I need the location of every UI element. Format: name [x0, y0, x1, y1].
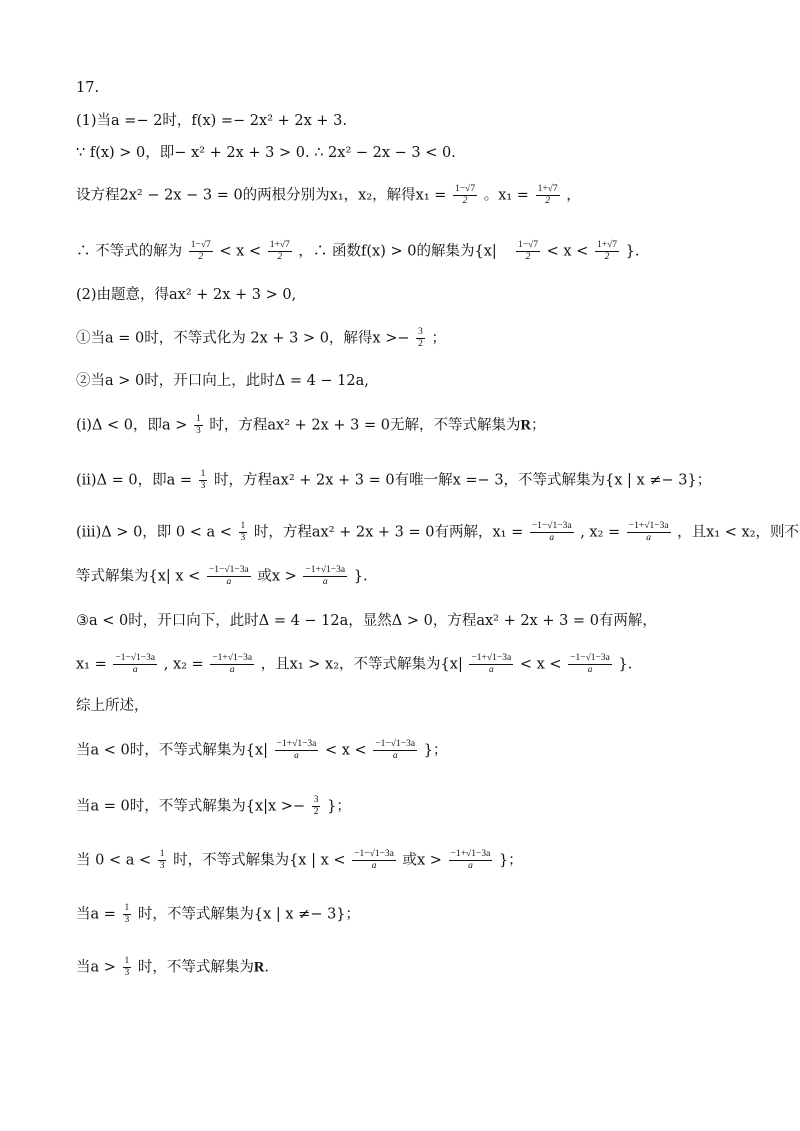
line-19 [76, 956, 269, 979]
line-14: 综上所述， [76, 698, 149, 714]
fraction-root-minus: $\frac{-1-√1-3a}{a}$ [570, 653, 610, 675]
fraction-root-minus: $\frac{-1-√1-3a}{a}$ [354, 849, 394, 871]
fraction-one-third: $\frac{1}{3}$ [124, 956, 130, 978]
line-18-text-b: 时，不等式解集为{x | x ≠− 3}； [137, 906, 361, 923]
line-4-text-e: }. [625, 243, 640, 260]
line-17 [76, 849, 523, 872]
fraction-one-third: $\frac{1}{3}$ [200, 469, 206, 491]
line-8-text-b: 时，方程ax² + 2x + 3 = 0无解，不等式解集为 [209, 417, 521, 434]
line-9-text-b: 时，方程ax² + 2x + 3 = 0有唯一解x =− 3，不等式解集为{x | x ≠− 3}； [214, 472, 712, 489]
line-4-text-b: < x < [219, 243, 262, 260]
line-10-text-d: ，且x₁ < x₂，则不 [677, 524, 800, 541]
fraction-three-halves: $\frac{3}{2}$ [313, 795, 319, 817]
line-16-text-b: }； [327, 798, 351, 815]
line-11-text-c: }. [353, 568, 368, 585]
line-4-text-d: < x < [546, 243, 589, 260]
line-10 [76, 521, 799, 544]
line-4 [76, 240, 640, 263]
line-3-text-c: ， [566, 187, 581, 204]
line-18-text-a: 当a = [76, 906, 116, 923]
line-10-text-c: , x₂ = [580, 524, 621, 541]
line-15-text-b: < x < [325, 742, 367, 759]
fraction-root-plus: $\frac{-1+√1-3a}{a}$ [305, 565, 346, 587]
line-13-text-b: , x₂ = [163, 656, 204, 673]
line-12: ③a < 0时，开口向下，此时Δ = 4 − 12a，显然Δ > 0，方程ax² + 2x + 3 = 0有两解， [76, 613, 657, 629]
fraction-root-minus: $\frac{-1-√1-3a}{a}$ [375, 739, 416, 761]
fraction-root-plus: $\frac{-1+√1-3a}{a}$ [212, 653, 253, 675]
line-19-text-a: 当a > [76, 959, 116, 976]
fraction-one-plus-sqrt7: $\frac{1+√7}{2}$ [269, 240, 290, 262]
fraction-one-third: $\frac{1}{3}$ [240, 521, 246, 543]
fraction-root-plus: $\frac{-1+√1-3a}{a}$ [450, 849, 491, 871]
fraction-three-halves: $\frac{3}{2}$ [418, 327, 423, 349]
line-7: ②当a > 0时，开口向上，此时Δ = 4 − 12a, [76, 373, 369, 389]
real-numbers-symbol: R [253, 959, 265, 976]
fraction-one-third: $\frac{1}{3}$ [124, 903, 130, 925]
line-9 [76, 469, 711, 492]
line-16 [76, 795, 351, 818]
fraction-root-minus: $\frac{-1-√1-3a}{a}$ [208, 565, 249, 587]
fraction-one-minus-sqrt7: $\frac{1-√7}{2}$ [190, 240, 211, 262]
line-3 [76, 184, 581, 207]
line-15-text-a: 当a < 0时，不等式解集为{x| [76, 742, 269, 759]
line-8 [76, 414, 545, 437]
line-11-text-a: 等式解集为{x| x < [76, 568, 201, 585]
line-15 [76, 739, 447, 762]
fraction-one-plus-sqrt7: $\frac{1+√7}{2}$ [596, 240, 618, 262]
line-13-text-a: x₁ = [76, 656, 107, 673]
line-17-text-c: 或x > [402, 852, 442, 869]
line-13 [76, 653, 632, 676]
line-5: (2)由题意，得ax² + 2x + 3 > 0, [76, 287, 297, 303]
line-4-text-c: ，∴ 函数f(x) > 0的解集为{x| [298, 243, 497, 260]
line-8-text-c: ； [530, 417, 546, 434]
line-9-text-a: (ii)Δ = 0，即a = [76, 472, 193, 489]
line-11 [76, 565, 368, 588]
real-numbers-symbol: R [520, 417, 531, 434]
line-6-text-a: ①当a = 0时，不等式化为 2x + 3 > 0，解得x >− [76, 330, 410, 347]
line-17-text-b: 时，不等式解集为{x | x < [173, 852, 346, 869]
line-13-text-e: }. [618, 656, 633, 673]
fraction-root-plus: $\frac{-1+√1-3a}{a}$ [276, 739, 317, 761]
line-17-text-d: }； [498, 852, 523, 869]
fraction-one-minus-sqrt7: $\frac{1-√7}{2}$ [517, 240, 539, 262]
fraction-one-minus-sqrt7: $\frac{1-√7}{2}$ [455, 184, 476, 206]
line-15-text-c: }； [423, 742, 448, 759]
fraction-one-third: $\frac{1}{3}$ [196, 414, 201, 436]
line-11-text-b: 或x > [257, 568, 297, 585]
fraction-root-minus: $\frac{-1-√1-3a}{a}$ [115, 653, 156, 675]
fraction-root-plus: $\frac{-1+√1-3a}{a}$ [628, 521, 669, 543]
line-10-text-b: 时，方程ax² + 2x + 3 = 0有两解，x₁ = [253, 524, 524, 541]
line-4-text-a: ∴ 不等式的解为 [76, 243, 183, 260]
line-19-text-b: 时，不等式解集为 [137, 959, 254, 976]
line-16-text-a: 当a = 0时，不等式解集为{x|x >− [76, 798, 306, 815]
fraction-root-minus: $\frac{-1-√1-3a}{a}$ [531, 521, 572, 543]
line-13-text-c: ，且x₁ > x₂，不等式解集为{x| [260, 656, 463, 673]
fraction-root-plus: $\frac{-1+√1-3a}{a}$ [471, 653, 512, 675]
line-18 [76, 903, 360, 926]
problem-number: 17. [76, 80, 100, 96]
line-8-text-a: (i)Δ < 0，即a > [76, 417, 188, 434]
line-1: (1)当a =− 2时，f(x) =− 2x² + 2x + 3. [76, 113, 347, 129]
line-17-text-a: 当 0 < a < [76, 852, 152, 869]
line-3-text-b: 。x₁ = [483, 187, 529, 204]
line-13-text-d: < x < [519, 656, 562, 673]
line-10-text-a: (iii)Δ > 0，即 0 < a < [76, 524, 232, 541]
line-6 [76, 327, 446, 350]
line-6-text-b: ； [431, 330, 446, 347]
line-2: ∵ f(x) > 0，即− x² + 2x + 3 > 0. ∴ 2x² − 2x − 3 < 0. [76, 145, 456, 161]
line-3-text-a: 设方程2x² − 2x − 3 = 0的两根分别为x₁，x₂，解得x₁ = [76, 187, 447, 204]
fraction-one-plus-sqrt7: $\frac{1+√7}{2}$ [537, 184, 558, 206]
fraction-one-third: $\frac{1}{3}$ [159, 849, 165, 871]
line-19-text-c: . [264, 959, 269, 976]
